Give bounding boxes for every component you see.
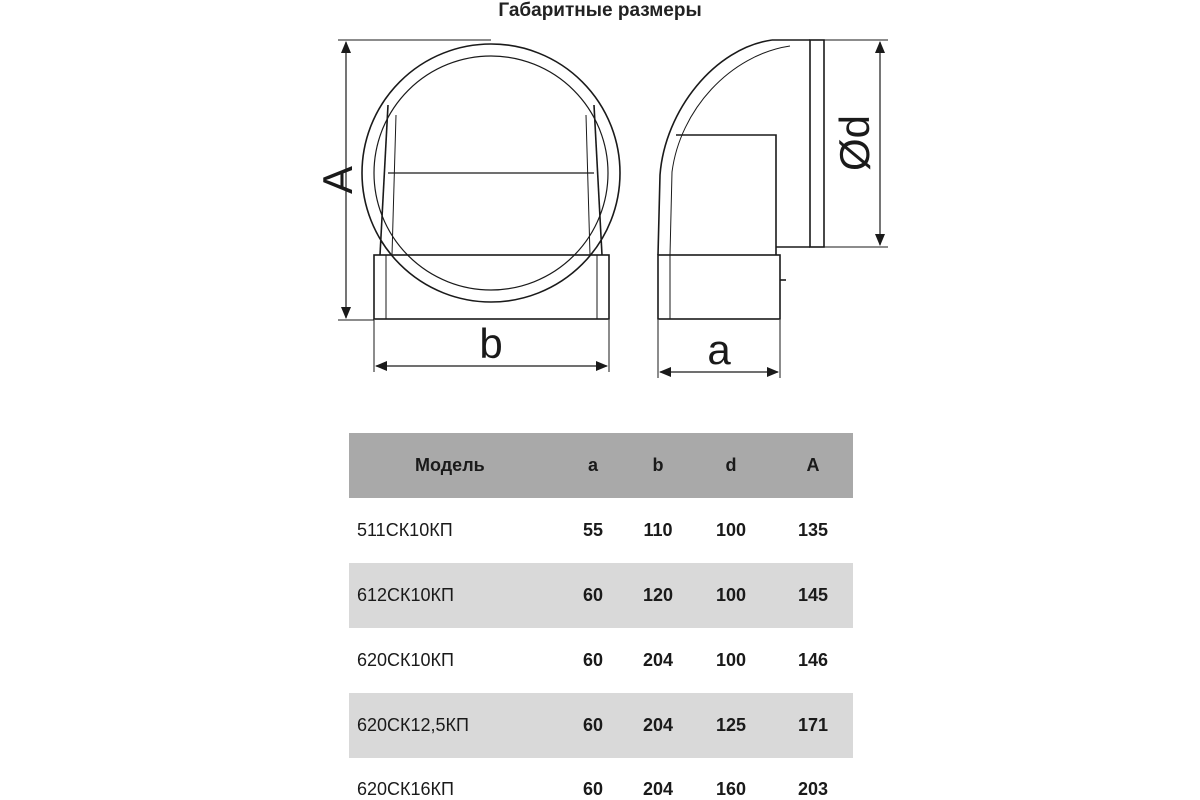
front-view bbox=[362, 44, 620, 319]
cell-d: 100 bbox=[715, 520, 747, 540]
dimension-b-label: b bbox=[479, 320, 503, 367]
header-d: d bbox=[725, 455, 737, 475]
side-view-inner-curve bbox=[670, 46, 790, 255]
front-view-right-wall bbox=[594, 105, 602, 255]
front-view-right-wall-inner bbox=[586, 115, 590, 255]
cell-A: 171 bbox=[797, 715, 829, 735]
side-view-outer-curve bbox=[658, 40, 772, 255]
cell-model: 620СК16КП bbox=[357, 779, 454, 799]
cell-d: 125 bbox=[715, 715, 747, 735]
dimension-A-label: A bbox=[314, 165, 361, 195]
cell-b: 110 bbox=[643, 520, 673, 540]
front-view-rect-collar bbox=[374, 255, 609, 319]
cell-A: 203 bbox=[797, 779, 829, 799]
cell-d: 160 bbox=[715, 779, 747, 799]
side-view-rect-collar bbox=[658, 255, 780, 319]
cell-model: 620СК10КП bbox=[357, 650, 454, 670]
cell-b: 204 bbox=[642, 650, 674, 670]
header-a: a bbox=[587, 455, 598, 475]
cell-model: 612СК10КП bbox=[357, 585, 454, 605]
dimension-b bbox=[374, 320, 609, 372]
header-model: Модель bbox=[415, 455, 485, 475]
cell-a: 60 bbox=[582, 585, 604, 605]
cell-a: 60 bbox=[582, 779, 604, 799]
front-view-left-wall bbox=[380, 105, 388, 255]
dimension-d bbox=[824, 40, 888, 247]
dimension-a-label: a bbox=[707, 326, 731, 373]
side-view-round-flange bbox=[810, 40, 824, 247]
table-row bbox=[349, 498, 853, 563]
table-row bbox=[349, 563, 853, 628]
cell-d: 100 bbox=[715, 650, 747, 670]
cell-A: 135 bbox=[797, 520, 829, 540]
cell-a: 60 bbox=[582, 650, 604, 670]
cell-model: 620СК12,5КП bbox=[357, 715, 469, 735]
cell-A: 145 bbox=[797, 585, 829, 605]
cell-a: 60 bbox=[582, 715, 604, 735]
dimension-a bbox=[658, 320, 780, 378]
front-view-left-wall-inner bbox=[392, 115, 396, 255]
cell-b: 120 bbox=[642, 585, 674, 605]
header-b: b bbox=[652, 455, 664, 475]
header-A: A bbox=[806, 455, 820, 475]
page-title: Габаритные размеры bbox=[498, 0, 702, 21]
cell-A: 146 bbox=[797, 650, 829, 670]
dimension-A bbox=[314, 40, 491, 320]
cell-b: 204 bbox=[642, 779, 674, 799]
table-header bbox=[349, 433, 853, 498]
cell-model: 511СК10КП bbox=[357, 520, 453, 540]
table-row bbox=[349, 628, 853, 693]
cell-d: 100 bbox=[715, 585, 747, 605]
side-view-elbow bbox=[676, 135, 776, 255]
cell-a: 55 bbox=[582, 520, 604, 540]
table-row bbox=[349, 758, 853, 800]
dimensions-table bbox=[349, 433, 853, 800]
dimension-d-label: Ød bbox=[831, 114, 878, 172]
cell-b: 204 bbox=[642, 715, 674, 735]
side-view bbox=[658, 40, 824, 319]
table-row bbox=[349, 693, 853, 758]
